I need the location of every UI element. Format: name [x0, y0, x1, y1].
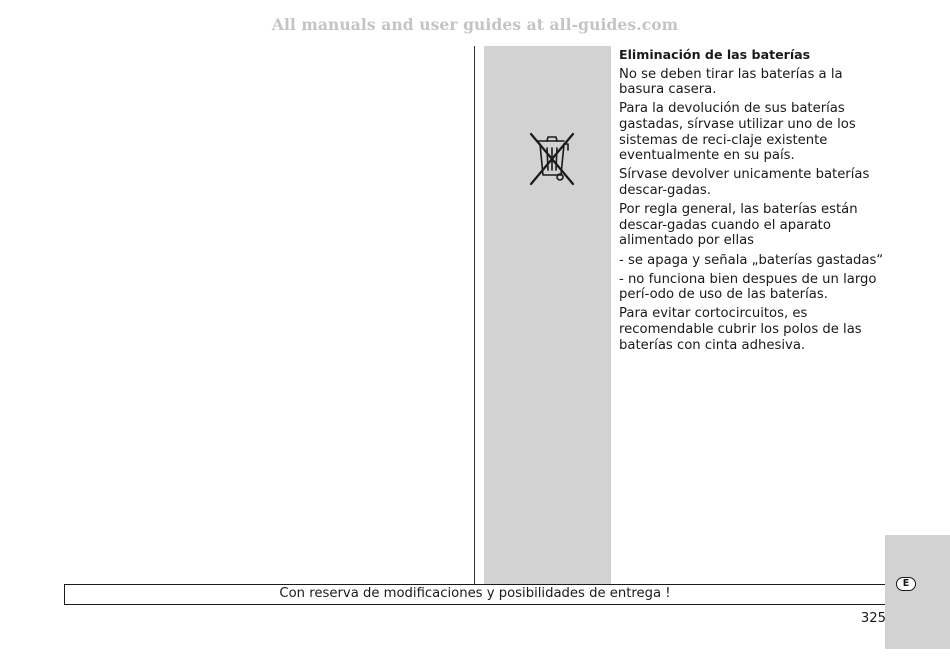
battery-disposal-section	[619, 47, 891, 357]
paragraph: Sírvase devolver unicamente baterías descar-gadas.	[619, 167, 870, 198]
paragraph: Para la devolución de sus baterías gastadas, sírvase utilizar uno de los sistemas de reci-claje existente eventualmente en su país.	[619, 101, 856, 164]
watermark: All manuals and user guides at all-guides.com	[271, 15, 679, 34]
icon-column	[484, 46, 611, 584]
paragraph: Por regla general, las baterías están descar-gadas cuando el aparato alimentado por ellas	[619, 202, 858, 249]
crossed-out-wheelie-bin-icon	[526, 128, 578, 188]
column-divider	[474, 46, 475, 584]
paragraph: - se apaga y señala „baterías gastadas“	[619, 252, 884, 268]
paragraph: Para evitar cortocircuitos, es recomendable cubrir los polos de las baterías con cinta adhesiva.	[619, 306, 862, 353]
section-heading: Eliminación de las baterías	[619, 47, 811, 62]
language-badge: E	[896, 577, 916, 591]
paragraph: - no funciona bien despues de un largo perí-odo de uso de las baterías.	[619, 271, 877, 303]
footer-notice: Con reserva de modificaciones y posibilidades de entrega !	[64, 584, 886, 605]
language-tab	[885, 535, 950, 649]
paragraph: No se deben tirar las baterías a la basura casera.	[619, 66, 843, 98]
page-number: 325	[860, 611, 886, 626]
